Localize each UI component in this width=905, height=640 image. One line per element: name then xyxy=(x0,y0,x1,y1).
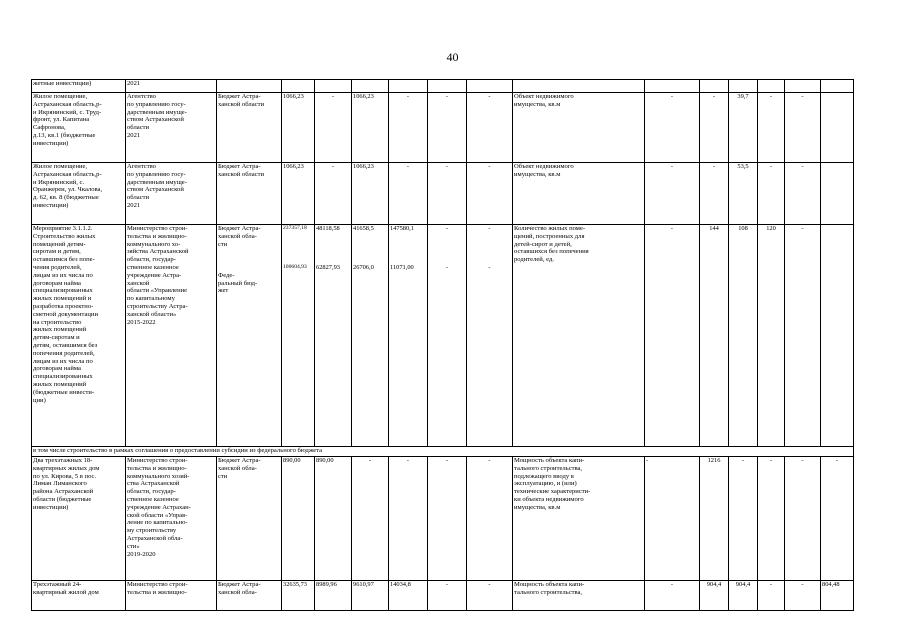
cell-ind-3: 39,7 xyxy=(729,93,758,163)
cell-ind-6 xyxy=(821,225,854,447)
cell-total: 1066,23 xyxy=(282,163,315,225)
cell-executor: Министерство строи- тельства и жилищно- коммунального хозяй- ства Астраханской области, государ- ственное казенное учреждение Астрахан- ской области «Управ- ление по капитально- му строительству Астраханской обла- сти» 2019-2020 xyxy=(126,457,217,581)
cell-ind-2 xyxy=(700,80,729,93)
cell-year-4: - xyxy=(428,163,467,225)
cell-year-1: 48118,58 62827,93 xyxy=(315,225,352,447)
cell-indicator xyxy=(513,80,645,93)
cell-total: 1066,23 xyxy=(282,93,315,163)
cell-year-5 xyxy=(467,80,513,93)
cell-year-4 xyxy=(428,80,467,93)
cell-total: 32635,73 xyxy=(282,581,315,611)
cell-year-3: 14034,8 xyxy=(389,581,428,611)
cell-ind-4 xyxy=(758,80,785,93)
cell-ind-5: - xyxy=(785,93,821,163)
cell-year-5: - - xyxy=(467,225,513,447)
cell-ind-1 xyxy=(645,80,700,93)
cell-object: жетные инвестиции) xyxy=(32,80,126,93)
cell-source: Бюджет Астра- ханской области xyxy=(217,163,282,225)
cell-ind-5 xyxy=(785,80,821,93)
cell-year-3: - xyxy=(389,457,428,581)
cell-source: Бюджет Астра- ханской области xyxy=(217,93,282,163)
cell-executor: Министерство строи- тельства и жилищно- коммунального хо- зяйства Астраханской области, государ- ственное казенное учреждение Астра- ханской области «Управление по капитальному строительству Астра- ханской области» 2015-2022 xyxy=(126,225,217,447)
cell-year-2: 1066,23 xyxy=(352,163,389,225)
cell-object: Трехэтажный 24- квартирный жилой дом xyxy=(32,581,126,611)
table-row xyxy=(32,80,854,93)
cell-ind-5: - xyxy=(785,163,821,225)
cell-ind-3: 108 xyxy=(729,225,758,447)
cell-ind-4: - xyxy=(758,93,785,163)
cell-ind-2: - xyxy=(700,93,729,163)
budget-table xyxy=(31,79,854,611)
cell-year-1: 890,00 xyxy=(315,457,352,581)
cell-ind-2: 904,4 xyxy=(700,581,729,611)
cell-indicator: Мощность объекта капи- тального строительства, xyxy=(513,581,645,611)
cell-executor: Агентство по управлению госу- дарственным имуще- ством Астраханской области 2021 xyxy=(126,93,217,163)
cell-ind-3: 53,5 xyxy=(729,163,758,225)
cell-object: Два трехэтажных 18- квартирных жилых дом по ул. Кирова, 5 в пос. Лиман Лиманского района Астраханской области (бюджетные инвестиции) xyxy=(32,457,126,581)
cell-ind-3: 904,4 xyxy=(729,581,758,611)
cell-ind-1: - xyxy=(645,457,700,581)
cell-ind-4: - xyxy=(758,457,785,581)
cell-indicator: Мощность объекта капи- тального строительства, подлежащего вводу в эксплуатацию, и (или) технические характеристи- ки объекта недвижимого имущества, кв.м xyxy=(513,457,645,581)
cell-ind-1: - xyxy=(645,581,700,611)
table-row xyxy=(32,581,854,611)
cell-ind-3 xyxy=(729,80,758,93)
cell-ind-6 xyxy=(821,163,854,225)
cell-object: Жилое помещение, Астраханская область,р- н Икрянинский, с. Оранжереи, ул. Чкалова, д. 62, кв. 8 (бюджетные инвестиции) xyxy=(32,163,126,225)
cell-year-2: 9610,97 xyxy=(352,581,389,611)
cell-year-3: - xyxy=(389,163,428,225)
cell-source: Бюджет Астра- ханской обла- xyxy=(217,581,282,611)
cell-ind-4: - xyxy=(758,163,785,225)
cell-year-2 xyxy=(352,80,389,93)
cell-ind-6: - xyxy=(821,457,854,581)
page-number: 40 xyxy=(446,50,459,64)
cell-ind-5: - xyxy=(785,225,821,447)
cell-ind-6: 804,48 xyxy=(821,581,854,611)
cell-year-4: - xyxy=(428,93,467,163)
cell-ind-4: 120 xyxy=(758,225,785,447)
cell-total: 890,00 xyxy=(282,457,315,581)
table-row xyxy=(32,93,854,163)
cell-year-5: - xyxy=(467,93,513,163)
cell-ind-2: 1216 xyxy=(700,457,729,581)
cell-object: Жилое помещение, Астраханская область,р- н Икрянинский, с. Труд- фронт, ул. Капитана Сафронова, д.13, кв.1 (бюджетные инвестиции) xyxy=(32,93,126,163)
cell-object: Мероприятие 3.1.1.2. Строительство жилых помещений детям- сиротам и детям, оставшимся без попе- чения родителей, лицам из их числа по договорам найма специализированных жилых помещений и разработка проектно- сметной документации на строительство жилых помещений детям-сиротам и детям, оставшимся без попечения родителей, лицам из их числа по договорам найма специализированных жилых помещений (бюджетные инвести- ции) xyxy=(32,225,126,447)
cell-source: Бюджет Астра- ханской обла- сти xyxy=(217,457,282,581)
cell-year-5: - xyxy=(467,163,513,225)
cell-ind-6 xyxy=(821,93,854,163)
cell-ind-1: - xyxy=(645,93,700,163)
cell-year-3: 147580,1 11071,00 xyxy=(389,225,428,447)
cell-indicator: Объект недвижимого имущества, кв.м xyxy=(513,93,645,163)
cell-total: 237357,18 100604,93 xyxy=(282,225,315,447)
cell-year-3 xyxy=(389,80,428,93)
cell-year-2: 41658,5 26706,0 xyxy=(352,225,389,447)
cell-ind-4: - xyxy=(758,581,785,611)
table-row xyxy=(32,225,854,447)
cell-ind-5: - xyxy=(785,457,821,581)
cell-ind-6 xyxy=(821,80,854,93)
section-caption: в том числе строительство в рамках соглашения о предоставлении субсидии из федерального бюджета xyxy=(32,447,854,457)
cell-ind-1: - xyxy=(645,163,700,225)
table-row xyxy=(32,457,854,581)
cell-year-1: - xyxy=(315,163,352,225)
cell-total xyxy=(282,80,315,93)
cell-indicator: Объект недвижимого имущества, кв.м xyxy=(513,163,645,225)
cell-year-3: - xyxy=(389,93,428,163)
cell-ind-5: - xyxy=(785,581,821,611)
cell-year-4: - xyxy=(428,457,467,581)
table-row xyxy=(32,163,854,225)
cell-executor: 2021 xyxy=(126,80,217,93)
cell-year-1: - xyxy=(315,93,352,163)
cell-year-4: - - xyxy=(428,225,467,447)
table-row xyxy=(32,447,854,457)
cell-year-5: - xyxy=(467,581,513,611)
cell-year-5: - xyxy=(467,457,513,581)
cell-source: Бюджет Астра- ханской обла- сти Феде- ральный бюд- жет xyxy=(217,225,282,447)
cell-year-2: 1066,23 xyxy=(352,93,389,163)
cell-year-2: - xyxy=(352,457,389,581)
cell-source xyxy=(217,80,282,93)
cell-indicator: Количество жилых поме- щений, построенных для детей-сирот и детей, оставшихся без попечения родителей, ед. xyxy=(513,225,645,447)
cell-ind-1: - xyxy=(645,225,700,447)
cell-ind-3: - xyxy=(729,457,758,581)
cell-ind-2: - xyxy=(700,163,729,225)
cell-executor: Министерство строи- тельства и жилищно- xyxy=(126,581,217,611)
cell-ind-2: 144 xyxy=(700,225,729,447)
cell-year-1: 8989,96 xyxy=(315,581,352,611)
cell-year-1 xyxy=(315,80,352,93)
cell-executor: Агентство по управлению госу- дарственным имуще- ством Астраханской области 2021 xyxy=(126,163,217,225)
cell-year-4: - xyxy=(428,581,467,611)
